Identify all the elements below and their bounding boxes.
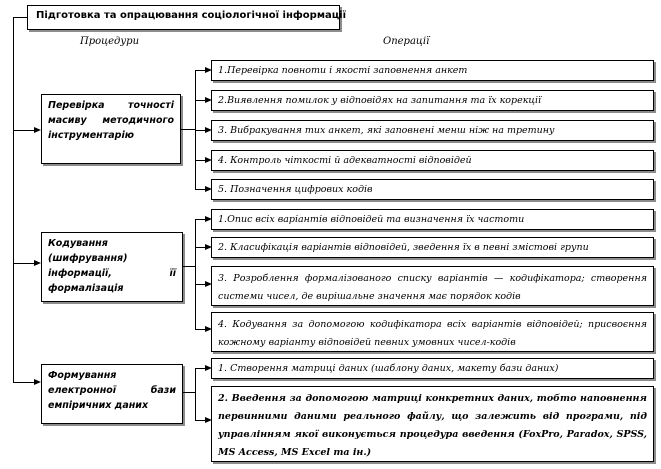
procedures-header: Процедури [80,36,140,47]
connector [183,266,195,267]
procedure-box-coding: Кодування (шифрування) інформації, її формалізація [41,232,183,302]
operation-box: 3. Вибракування тих анкет, які заповнені менш ніж на третину [211,120,654,141]
branch-line [195,368,196,420]
main-trunk-line [13,17,14,382]
procedure-box-database: Формування електронної бази емпіричних даних [41,364,183,424]
operation-box: 3. Розроблення формалізованого списку варіантів — кодифікатора; створення системи чисел, де вирішальне значення має порядок кодів [211,266,654,306]
operation-box: 5. Позначення цифрових кодів [211,179,654,200]
operation-box: 2. Введення за допомогою матриці конкретних даних, тобто наповнення первинними даними реального файлу, що залежить від програми, під управлінням якої виконується процедура введення (FoxPro, Paradox, SPSS, MS Access, MS Excel та ін.) [211,386,654,462]
operation-box: 4. Контроль чіткості й адекватності відповідей [211,150,654,171]
operation-box: 2. Класифікація варіантів відповідей, зведення їх в певні змістові групи [211,237,654,258]
procedure-box-verification: Перевірка точності масиву методичного інструментарію [41,94,181,164]
operation-box: 1. Створення матриці даних (шаблону даних, макету бази даних) [211,358,654,379]
arrow-icon [34,260,41,266]
connector [13,382,35,383]
operation-box: 1.Опис всіх варіантів відповідей та визначення їх частоти [211,209,654,230]
connector [183,392,195,393]
connector [13,17,28,18]
operation-box: 1.Перевірка повноти і якості заповнення анкет [211,60,654,81]
operation-box: 2.Виявлення помилок у відповідях на запитання та їх корекції [211,90,654,111]
connector [181,129,195,130]
operation-box: 4. Кодування за допомогою кодифікатора всіх варіантів відповідей; присвоєння кожному варіанту відповідей певних умовних чисел-кодів [211,312,654,352]
operations-header: Операції [383,36,430,47]
connector [13,130,35,131]
arrow-icon [34,127,41,133]
branch-line [195,219,196,329]
diagram-title: Підготовка та опрацювання соціологічної інформації [27,5,340,30]
arrow-icon [34,379,41,385]
connector [13,263,35,264]
